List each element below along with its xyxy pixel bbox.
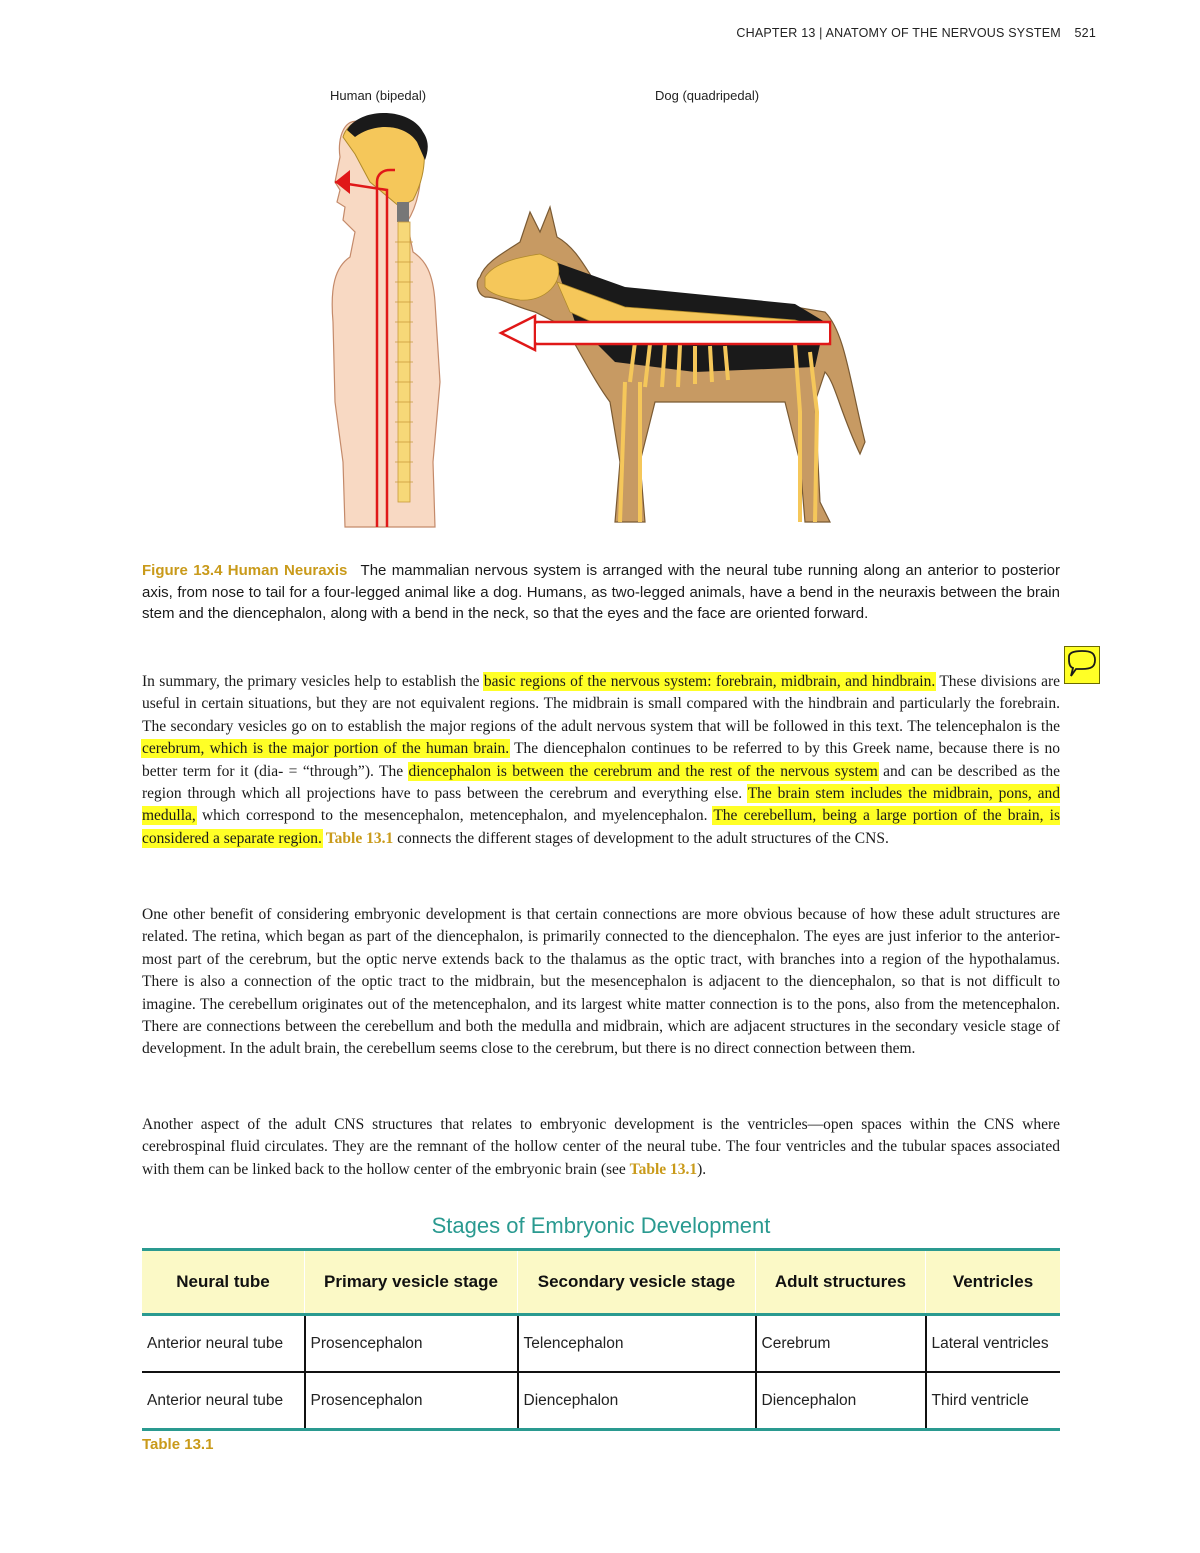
neuraxis-illustration bbox=[295, 82, 895, 542]
table-cell: Lateral ventricles bbox=[926, 1315, 1061, 1373]
embryonic-development-table bbox=[142, 1248, 1060, 1431]
table-cell: Prosencephalon bbox=[305, 1372, 518, 1430]
table-cell: Anterior neural tube bbox=[142, 1315, 305, 1373]
figure-caption bbox=[142, 560, 1060, 625]
table-cell: Diencephalon bbox=[756, 1372, 926, 1430]
col-header-ventricles: Ventricles bbox=[926, 1250, 1061, 1315]
table-cell: Prosencephalon bbox=[305, 1315, 518, 1373]
dog-label: Dog (quadripedal) bbox=[655, 88, 760, 103]
figure-caption-title: Figure 13.4 Human Neuraxis bbox=[142, 562, 348, 579]
table-cell: Cerebrum bbox=[756, 1315, 926, 1373]
para1-text-2: These divisions are useful in certain situations, but they are not equivalent regions. The midbrain is small compared with the hindbrain and particularly the forebrain. The secondary vesicles go on to establish the major regions of the adult nervous system that will be followed in this text. The telencephalon is the bbox=[142, 673, 1060, 735]
paragraph-summary bbox=[142, 671, 1060, 850]
para1-text-7: connects the different stages of development to the adult structures of the CNS. bbox=[393, 829, 889, 847]
table-cell: Anterior neural tube bbox=[142, 1372, 305, 1430]
chapter-title: CHAPTER 13 | ANATOMY OF THE NERVOUS SYSTEM bbox=[736, 26, 1061, 40]
table-header-row bbox=[142, 1250, 1060, 1315]
page-number: 521 bbox=[1074, 26, 1096, 40]
table-reference-link[interactable]: Table 13.1 bbox=[325, 829, 394, 847]
highlight-basic-regions[interactable]: basic regions of the nervous system: forebrain, midbrain, and hindbrain. bbox=[483, 673, 936, 690]
highlight-cerebrum[interactable]: cerebrum, which is the major portion of the human brain. bbox=[142, 740, 510, 758]
col-header-neural-tube: Neural tube bbox=[142, 1250, 305, 1315]
paragraph-connections: One other benefit of considering embryonic development is that certain connections are more obvious because of how these adult structures are related. The retina, which began as part of the diencephalon, is primarily connected to the diencephalon. The eyes are just inferior to the anterior-most part of the cerebrum, but the optic nerve extends back to the thalamus as the optic tract, with branches into a region of the hypothalamus. There is also a connection of the optic tract to the midbrain, but the mesencephalon is adjacent to the diencephalon, so that is not difficult to imagine. The cerebellum originates out of the metencephalon, and its largest white matter connection is to the pons, also from the metencephalon. There are connections between the cerebellum and both the medulla and midbrain, which are adjacent structures in the secondary vesicle stage of development. In the adult brain, the cerebellum seems close to the cerebrum, but there is no direct connection between them. bbox=[142, 906, 1060, 1058]
table-cell: Diencephalon bbox=[518, 1372, 756, 1430]
running-header bbox=[736, 26, 1096, 40]
para1-text-3: The diencephalon continues to be referred to by this Greek name, because there is no better term for it (dia- = “through”). The bbox=[142, 740, 1061, 780]
para1-text-1: In summary, the primary vesicles help to establish the bbox=[142, 673, 484, 690]
neuraxis-figure bbox=[295, 82, 895, 542]
paragraph-ventricles bbox=[142, 1114, 1060, 1181]
col-header-secondary-vesicle: Secondary vesicle stage bbox=[518, 1250, 756, 1315]
highlight-diencephalon[interactable]: diencephalon is between the cerebrum and the rest of the nervous system bbox=[408, 762, 878, 780]
comment-annotation-icon[interactable] bbox=[1064, 646, 1100, 684]
human-illustration bbox=[332, 113, 440, 527]
highlight-cerebellum[interactable]: The cerebellum, being a large portion of the brain, is considered a separate region. bbox=[142, 807, 1060, 847]
table-cell: Third ventricle bbox=[926, 1372, 1061, 1430]
table-caption: Table 13.1 bbox=[142, 1436, 214, 1453]
highlight-brain-stem[interactable]: The brain stem includes the midbrain, pons, and medulla, bbox=[142, 785, 1060, 825]
table-row bbox=[142, 1372, 1060, 1430]
para3-text-2: ). bbox=[697, 1160, 707, 1178]
table-title: Stages of Embryonic Development bbox=[431, 1213, 771, 1238]
table-cell: Telencephalon bbox=[518, 1315, 756, 1373]
para3-text-1: Another aspect of the adult CNS structures that relates to embryonic development is the ventricles—open spaces within the CNS where cerebrospinal fluid circulates. They are the remnant of the hollow center of the neural tube. The four ventricles and the tubular spaces associated with them can be linked back to the hollow center of the embryonic brain (see bbox=[142, 1116, 1060, 1178]
figure-caption-text: The mammalian nervous system is arranged with the neural tube running along an anterior to posterior axis, from nose to tail for a four-legged animal like a dog. Humans, as two-legged animals, have a bend in the neuraxis between the brain stem and the diencephalon, along with a bend in the neck, so that the eyes and the face are oriented forward. bbox=[142, 562, 1060, 622]
human-label: Human (bipedal) bbox=[330, 88, 427, 103]
table-row bbox=[142, 1315, 1060, 1373]
col-header-primary-vesicle: Primary vesicle stage bbox=[305, 1250, 518, 1315]
dog-illustration bbox=[477, 207, 865, 522]
para1-text-5: which correspond to the mesencephalon, metencephalon, and myelencephalon. bbox=[195, 807, 714, 825]
table-reference-link[interactable]: Table 13.1 bbox=[629, 1160, 698, 1178]
para1-text-4: and can be described as the region through which all projections have to pass between the cerebrum and everything else. bbox=[142, 762, 1060, 803]
col-header-adult-structures: Adult structures bbox=[756, 1250, 926, 1315]
